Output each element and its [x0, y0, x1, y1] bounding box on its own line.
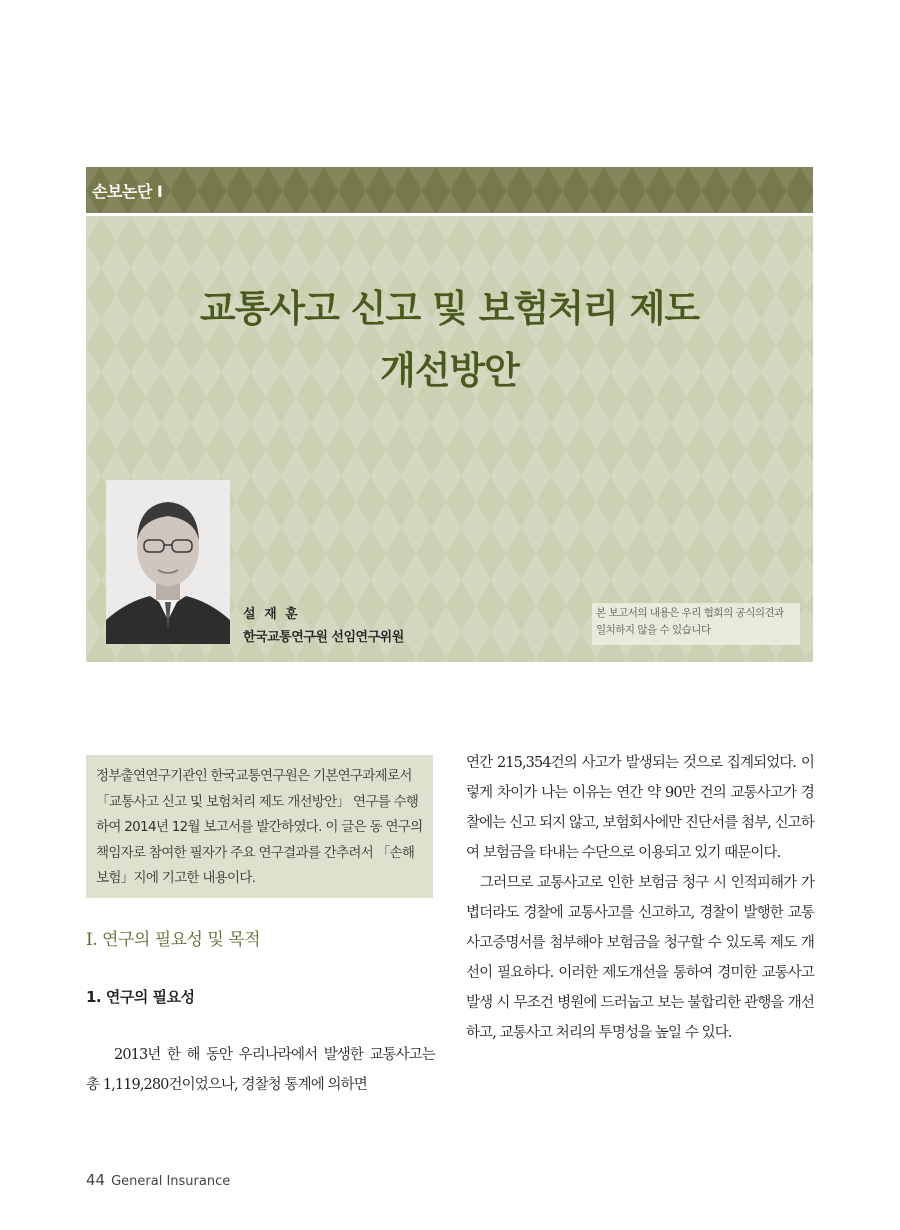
summary-box	[86, 755, 433, 898]
article-title-line1: 교통사고 신고 및 보험처리 제도	[199, 287, 700, 330]
disclaimer-line: 일치하지 않을 수 있습니다	[596, 624, 711, 636]
section-heading: Ⅰ. 연구의 필요성 및 목적	[86, 930, 261, 950]
summary-text: 정부출연연구기관인 한국교통연구원은 기본연구과제로서 「교통사고 신고 및 보험처리 제도 개선방안」 연구를 수행하여 2014년 12월 보고서를 발간하였다. 이 글은 동 연구의 책임자로 참여한 필자가 주요 연구결과를 간추려서 「손해보험」지에 기고한 내용이다.	[96, 768, 423, 886]
title-panel	[86, 216, 813, 662]
author-position: 한국교통연구원 선임연구위원	[243, 630, 404, 645]
author-name: 설 재 훈	[243, 607, 300, 622]
author-portrait-illustration	[106, 480, 230, 644]
subsection-heading: 1. 연구의 필요성	[86, 988, 195, 1006]
body-paragraph-left: 2013년 한 해 동안 우리나라에서 발생한 교통사고는 총 1,119,280건이었으나, 경찰청 통계에 의하면	[86, 1047, 435, 1093]
section-header-bar	[86, 167, 813, 213]
section-label: 손보논단 Ⅰ	[92, 182, 163, 201]
disclaimer-line: 본 보고서의 내용은 우리 협회의 공식의견과	[596, 607, 784, 619]
article-title-line2: 개선방안	[380, 349, 519, 392]
magazine-name: General Insurance	[111, 1174, 231, 1189]
author-photo	[106, 480, 230, 644]
body-paragraph: 그러므로 교통사고로 인한 보험금 청구 시 인적피해가 가볍더라도 경찰에 교통사고를 신고하고, 경찰이 발행한 교통사고증명서를 첨부해야 보험금을 청구할 수 있도록 제도 개선이 필요하다. 이러한 제도개선을 통하여 경미한 교통사고 발생 시 무조건 병원에 드러눕고 보는 불합리한 관행을 개선하고, 교통사고 처리의 투명성을 높일 수 있다.	[466, 875, 814, 1041]
disclaimer-box	[592, 603, 800, 645]
body-paragraph-continued: 연간 215,354건의 사고가 발생되는 것으로 집계되었다. 이렇게 차이가 나는 이유는 연간 약 90만 건의 교통사고가 경찰에는 신고 되지 않고, 보험회사에만 진단서를 첨부, 신고하여 보험금을 타내는 수단으로 이용되고 있기 때문이다.	[466, 755, 814, 861]
page-footer	[86, 1171, 230, 1189]
right-column	[466, 748, 814, 1048]
page-number: 44	[86, 1171, 106, 1189]
